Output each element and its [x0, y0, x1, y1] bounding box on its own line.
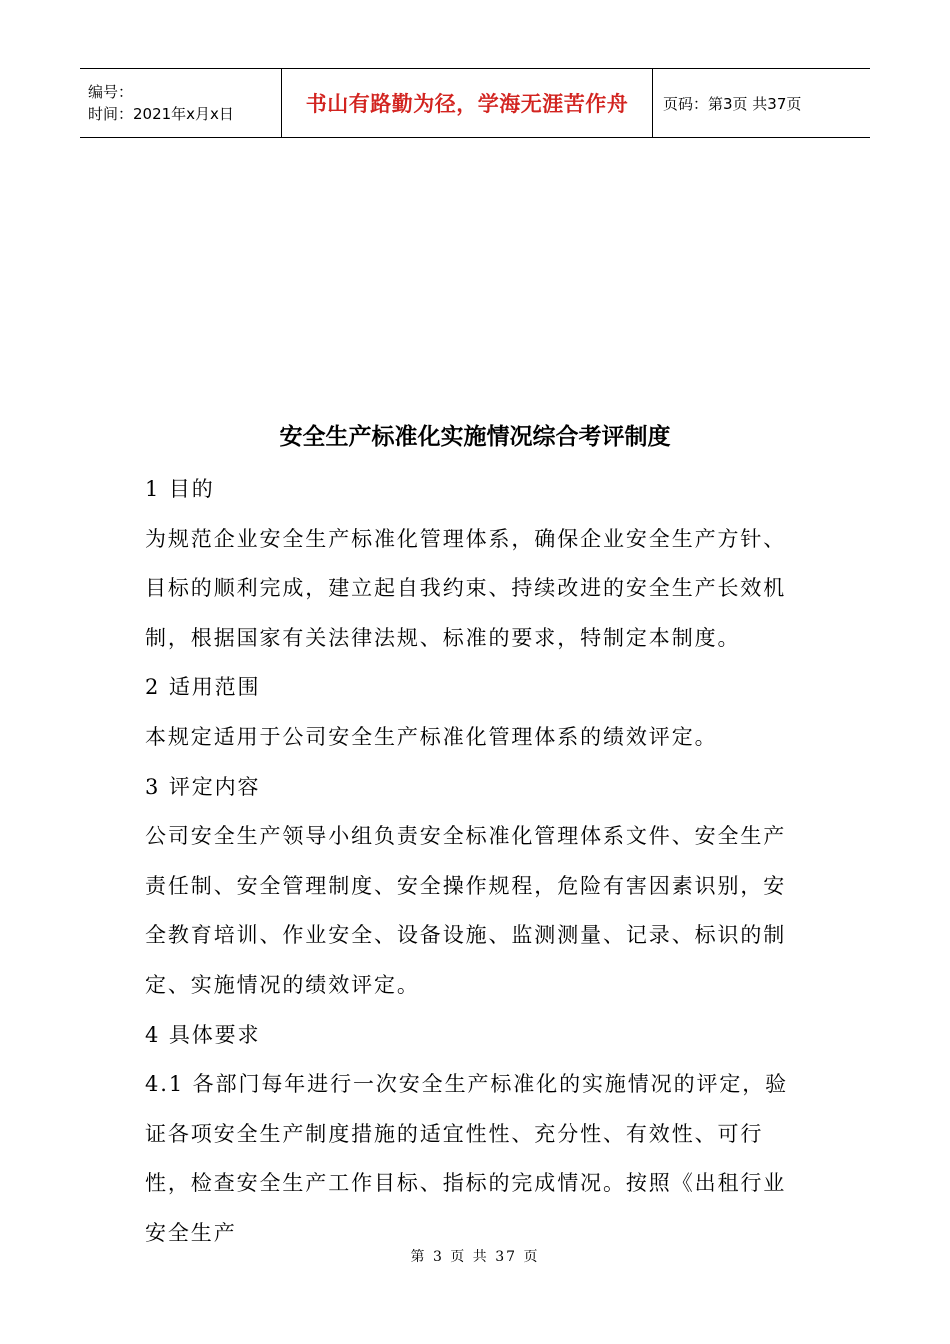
document-number: 编号：: [88, 83, 134, 101]
header-page-cell: [653, 69, 870, 137]
page-indicator: 页码：第3页 共37页: [663, 94, 802, 113]
paragraph-purpose: 为规范企业安全生产标准化管理体系，确保企业安全生产方针、目标的顺利完成，建立起自我约束、持续改进的安全生产长效机制，根据国家有关法律法规、标准的要求，特制定本制度。: [145, 526, 787, 650]
section-heading-scope: 2 适用范围: [145, 675, 261, 700]
section-heading-content: 3 评定内容: [145, 774, 261, 799]
paragraph-requirement-4-1: 4.1 各部门每年进行一次安全生产标准化的实施情况的评定，验证各项安全生产制度措施的适宜性性、充分性、有效性、可行性，检查安全生产工作目标、指标的完成情况。按照《出租行业安全生产: [145, 1072, 789, 1245]
section-heading-requirements: 4 具体要求: [145, 1022, 261, 1047]
page-footer: 第 3 页 共 37 页: [410, 1249, 540, 1265]
section-heading-purpose: 1 目的: [145, 477, 215, 501]
paragraph-content: 公司安全生产领导小组负责安全标准化管理体系文件、安全生产责任制、安全管理制度、安全操作规程，危险有害因素识别，安全教育培训、作业安全、设备设施、监测测量、记录、标识的制定、实施情况的绩效评定。: [145, 824, 787, 997]
document-date: 时间：2021年x月x日: [88, 105, 234, 123]
motto: 书山有路勤为径，学海无涯苦作舟: [305, 92, 629, 116]
document-body: [145, 465, 805, 1259]
document-title: 安全生产标准化实施情况综合考评制度: [279, 424, 671, 450]
paragraph-scope: 本规定适用于公司安全生产标准化管理体系的绩效评定。: [145, 724, 718, 749]
header-meta: [80, 69, 281, 137]
header-motto-cell: [281, 69, 653, 137]
document-header: [80, 68, 870, 138]
